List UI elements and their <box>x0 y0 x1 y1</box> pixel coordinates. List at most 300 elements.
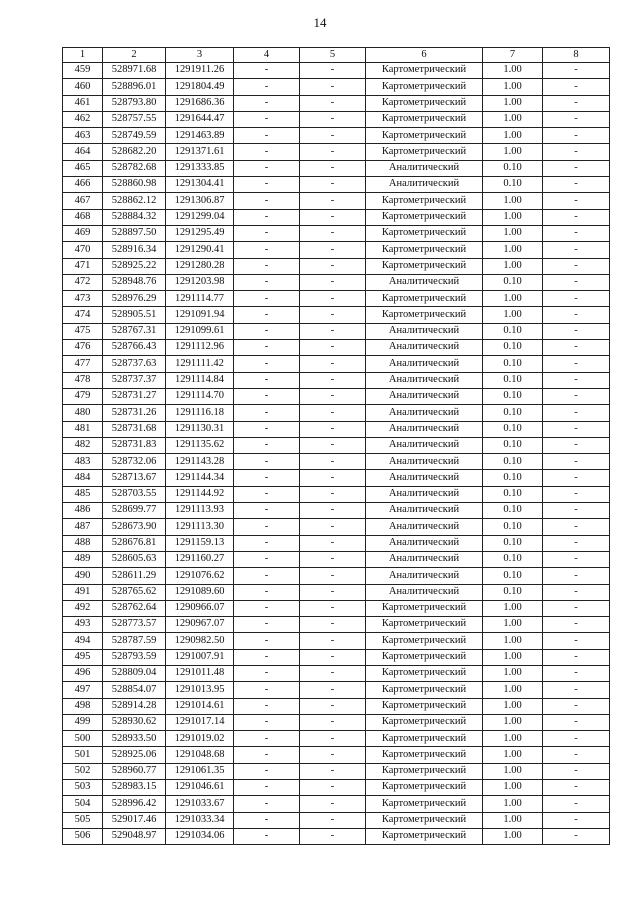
y-coordinate-cell: 1291280.28 <box>166 258 234 274</box>
x-coordinate-cell: 528699.77 <box>103 503 166 519</box>
col8-cell: - <box>543 421 610 437</box>
col8-cell: - <box>543 568 610 584</box>
col8-cell: - <box>543 274 610 290</box>
point-number-cell: 482 <box>63 437 103 453</box>
table-row <box>63 828 610 844</box>
y-coordinate-cell: 1291130.31 <box>166 421 234 437</box>
col5-cell: - <box>300 372 366 388</box>
y-coordinate-cell: 1290966.07 <box>166 600 234 616</box>
x-coordinate-cell: 528737.63 <box>103 356 166 372</box>
x-coordinate-cell: 528767.31 <box>103 323 166 339</box>
accuracy-cell: 1.00 <box>483 812 543 828</box>
accuracy-cell: 1.00 <box>483 714 543 730</box>
col5-cell: - <box>300 340 366 356</box>
accuracy-cell: 0.10 <box>483 421 543 437</box>
table-row <box>63 486 610 502</box>
x-coordinate-cell: 528971.68 <box>103 63 166 79</box>
accuracy-cell: 1.00 <box>483 682 543 698</box>
y-coordinate-cell: 1291076.62 <box>166 568 234 584</box>
method-cell: Аналитический <box>366 421 483 437</box>
col5-cell: - <box>300 242 366 258</box>
table-row <box>63 600 610 616</box>
point-number-cell: 488 <box>63 535 103 551</box>
method-cell: Аналитический <box>366 584 483 600</box>
x-coordinate-cell: 528731.26 <box>103 405 166 421</box>
col8-cell: - <box>543 698 610 714</box>
y-coordinate-cell: 1291114.77 <box>166 291 234 307</box>
col4-cell: - <box>234 372 300 388</box>
table-row <box>63 144 610 160</box>
col5-cell: - <box>300 454 366 470</box>
table-row <box>63 649 610 665</box>
col4-cell: - <box>234 665 300 681</box>
x-coordinate-cell: 528731.68 <box>103 421 166 437</box>
y-coordinate-cell: 1291091.94 <box>166 307 234 323</box>
col5-cell: - <box>300 160 366 176</box>
col5-cell: - <box>300 209 366 225</box>
point-number-cell: 477 <box>63 356 103 372</box>
col4-cell: - <box>234 535 300 551</box>
y-coordinate-cell: 1291143.28 <box>166 454 234 470</box>
point-number-cell: 461 <box>63 95 103 111</box>
point-number-cell: 499 <box>63 714 103 730</box>
col5-cell: - <box>300 258 366 274</box>
point-number-cell: 471 <box>63 258 103 274</box>
col8-cell: - <box>543 111 610 127</box>
accuracy-cell: 1.00 <box>483 95 543 111</box>
accuracy-cell: 0.10 <box>483 503 543 519</box>
col8-cell: - <box>543 144 610 160</box>
col8-cell: - <box>543 291 610 307</box>
col4-cell: - <box>234 258 300 274</box>
table-row <box>63 421 610 437</box>
col4-cell: - <box>234 649 300 665</box>
col8-cell: - <box>543 209 610 225</box>
col8-cell: - <box>543 617 610 633</box>
point-number-cell: 481 <box>63 421 103 437</box>
accuracy-cell: 0.10 <box>483 405 543 421</box>
method-cell: Картометрический <box>366 714 483 730</box>
table-row <box>63 698 610 714</box>
col5-cell: - <box>300 682 366 698</box>
col5-cell: - <box>300 698 366 714</box>
method-cell: Картометрический <box>366 617 483 633</box>
page-number: 14 <box>313 15 327 30</box>
x-coordinate-cell: 528673.90 <box>103 519 166 535</box>
x-coordinate-cell: 528896.01 <box>103 79 166 95</box>
accuracy-cell: 1.00 <box>483 225 543 241</box>
accuracy-cell: 1.00 <box>483 291 543 307</box>
method-cell: Картометрический <box>366 780 483 796</box>
table-row <box>63 63 610 79</box>
col8-cell: - <box>543 486 610 502</box>
col4-cell: - <box>234 421 300 437</box>
y-coordinate-cell: 1291046.61 <box>166 780 234 796</box>
y-coordinate-cell: 1291644.47 <box>166 111 234 127</box>
method-cell: Аналитический <box>366 503 483 519</box>
method-cell: Картометрический <box>366 763 483 779</box>
method-cell: Картометрический <box>366 63 483 79</box>
accuracy-cell: 0.10 <box>483 519 543 535</box>
y-coordinate-cell: 1291333.85 <box>166 160 234 176</box>
x-coordinate-cell: 528809.04 <box>103 665 166 681</box>
point-number-cell: 462 <box>63 111 103 127</box>
y-coordinate-cell: 1291299.04 <box>166 209 234 225</box>
table-row <box>63 274 610 290</box>
col8-cell: - <box>543 388 610 404</box>
point-number-cell: 496 <box>63 665 103 681</box>
col8-cell: - <box>543 323 610 339</box>
col8-cell: - <box>543 633 610 649</box>
x-coordinate-cell: 528713.67 <box>103 470 166 486</box>
col5-cell: - <box>300 193 366 209</box>
table-row <box>63 796 610 812</box>
method-cell: Аналитический <box>366 160 483 176</box>
method-cell: Картометрический <box>366 747 483 763</box>
accuracy-cell: 1.00 <box>483 128 543 144</box>
x-coordinate-cell: 528983.15 <box>103 780 166 796</box>
y-coordinate-cell: 1291686.36 <box>166 95 234 111</box>
col8-cell: - <box>543 470 610 486</box>
method-cell: Картометрический <box>366 242 483 258</box>
col4-cell: - <box>234 388 300 404</box>
col8-cell: - <box>543 584 610 600</box>
table-row <box>63 519 610 535</box>
method-cell: Картометрический <box>366 828 483 844</box>
x-coordinate-cell: 528731.27 <box>103 388 166 404</box>
accuracy-cell: 0.10 <box>483 356 543 372</box>
accuracy-cell: 1.00 <box>483 258 543 274</box>
method-cell: Картометрический <box>366 193 483 209</box>
col4-cell: - <box>234 470 300 486</box>
col4-cell: - <box>234 128 300 144</box>
x-coordinate-cell: 528976.29 <box>103 291 166 307</box>
accuracy-cell: 1.00 <box>483 649 543 665</box>
point-number-cell: 495 <box>63 649 103 665</box>
point-number-cell: 466 <box>63 177 103 193</box>
x-coordinate-cell: 528737.37 <box>103 372 166 388</box>
table-row <box>63 665 610 681</box>
accuracy-cell: 0.10 <box>483 274 543 290</box>
col4-cell: - <box>234 763 300 779</box>
accuracy-cell: 0.10 <box>483 454 543 470</box>
table-row <box>63 307 610 323</box>
point-number-cell: 497 <box>63 682 103 698</box>
x-coordinate-cell: 528605.63 <box>103 551 166 567</box>
table-row <box>63 111 610 127</box>
method-cell: Картометрический <box>366 649 483 665</box>
method-cell: Картометрический <box>366 731 483 747</box>
col4-cell: - <box>234 437 300 453</box>
column-header: 2 <box>103 48 166 63</box>
y-coordinate-cell: 1291135.62 <box>166 437 234 453</box>
point-number-cell: 490 <box>63 568 103 584</box>
col4-cell: - <box>234 63 300 79</box>
table-row <box>63 503 610 519</box>
y-coordinate-cell: 1291203.98 <box>166 274 234 290</box>
col5-cell: - <box>300 535 366 551</box>
col5-cell: - <box>300 144 366 160</box>
col4-cell: - <box>234 340 300 356</box>
table-row <box>63 470 610 486</box>
column-header: 1 <box>63 48 103 63</box>
col5-cell: - <box>300 649 366 665</box>
table-row <box>63 682 610 698</box>
col4-cell: - <box>234 796 300 812</box>
y-coordinate-cell: 1291114.70 <box>166 388 234 404</box>
point-number-cell: 493 <box>63 617 103 633</box>
col8-cell: - <box>543 731 610 747</box>
col4-cell: - <box>234 405 300 421</box>
x-coordinate-cell: 528925.22 <box>103 258 166 274</box>
accuracy-cell: 0.10 <box>483 177 543 193</box>
col8-cell: - <box>543 95 610 111</box>
col5-cell: - <box>300 274 366 290</box>
x-coordinate-cell: 529048.97 <box>103 828 166 844</box>
method-cell: Аналитический <box>366 177 483 193</box>
col4-cell: - <box>234 568 300 584</box>
table-row <box>63 731 610 747</box>
point-number-cell: 479 <box>63 388 103 404</box>
column-header: 8 <box>543 48 610 63</box>
col4-cell: - <box>234 274 300 290</box>
accuracy-cell: 0.10 <box>483 323 543 339</box>
point-number-cell: 485 <box>63 486 103 502</box>
point-number-cell: 505 <box>63 812 103 828</box>
point-number-cell: 464 <box>63 144 103 160</box>
col8-cell: - <box>543 747 610 763</box>
point-number-cell: 460 <box>63 79 103 95</box>
point-number-cell: 503 <box>63 780 103 796</box>
col5-cell: - <box>300 796 366 812</box>
y-coordinate-cell: 1291061.35 <box>166 763 234 779</box>
accuracy-cell: 1.00 <box>483 763 543 779</box>
accuracy-cell: 0.10 <box>483 340 543 356</box>
col8-cell: - <box>543 128 610 144</box>
method-cell: Картометрический <box>366 79 483 95</box>
col5-cell: - <box>300 519 366 535</box>
method-cell: Аналитический <box>366 323 483 339</box>
col5-cell: - <box>300 79 366 95</box>
table-row <box>63 584 610 600</box>
x-coordinate-cell: 528884.32 <box>103 209 166 225</box>
col4-cell: - <box>234 454 300 470</box>
col8-cell: - <box>543 454 610 470</box>
y-coordinate-cell: 1291089.60 <box>166 584 234 600</box>
method-cell: Аналитический <box>366 535 483 551</box>
table-row <box>63 258 610 274</box>
point-number-cell: 492 <box>63 600 103 616</box>
col8-cell: - <box>543 242 610 258</box>
col5-cell: - <box>300 177 366 193</box>
point-number-cell: 467 <box>63 193 103 209</box>
y-coordinate-cell: 1291295.49 <box>166 225 234 241</box>
col5-cell: - <box>300 486 366 502</box>
col5-cell: - <box>300 307 366 323</box>
x-coordinate-cell: 528854.07 <box>103 682 166 698</box>
point-number-cell: 474 <box>63 307 103 323</box>
y-coordinate-cell: 1291160.27 <box>166 551 234 567</box>
method-cell: Аналитический <box>366 486 483 502</box>
col4-cell: - <box>234 95 300 111</box>
table-row <box>63 763 610 779</box>
method-cell: Аналитический <box>366 388 483 404</box>
table-row <box>63 225 610 241</box>
col5-cell: - <box>300 780 366 796</box>
accuracy-cell: 1.00 <box>483 209 543 225</box>
col5-cell: - <box>300 828 366 844</box>
y-coordinate-cell: 1291048.68 <box>166 747 234 763</box>
col8-cell: - <box>543 796 610 812</box>
column-header: 4 <box>234 48 300 63</box>
column-header: 3 <box>166 48 234 63</box>
table-row <box>63 291 610 307</box>
col8-cell: - <box>543 225 610 241</box>
method-cell: Картометрический <box>366 698 483 714</box>
col4-cell: - <box>234 323 300 339</box>
x-coordinate-cell: 528762.64 <box>103 600 166 616</box>
col4-cell: - <box>234 486 300 502</box>
col5-cell: - <box>300 388 366 404</box>
point-number-cell: 459 <box>63 63 103 79</box>
table-row <box>63 812 610 828</box>
method-cell: Картометрический <box>366 111 483 127</box>
method-cell: Аналитический <box>366 519 483 535</box>
accuracy-cell: 1.00 <box>483 633 543 649</box>
col8-cell: - <box>543 682 610 698</box>
col4-cell: - <box>234 209 300 225</box>
y-coordinate-cell: 1291144.34 <box>166 470 234 486</box>
point-number-cell: 486 <box>63 503 103 519</box>
y-coordinate-cell: 1291113.30 <box>166 519 234 535</box>
x-coordinate-cell: 528682.20 <box>103 144 166 160</box>
table-row <box>63 714 610 730</box>
table-row <box>63 323 610 339</box>
table-row <box>63 388 610 404</box>
col8-cell: - <box>543 600 610 616</box>
x-coordinate-cell: 528703.55 <box>103 486 166 502</box>
col4-cell: - <box>234 682 300 698</box>
col5-cell: - <box>300 665 366 681</box>
accuracy-cell: 1.00 <box>483 665 543 681</box>
method-cell: Картометрический <box>366 291 483 307</box>
accuracy-cell: 1.00 <box>483 144 543 160</box>
x-coordinate-cell: 529017.46 <box>103 812 166 828</box>
x-coordinate-cell: 528862.12 <box>103 193 166 209</box>
col4-cell: - <box>234 780 300 796</box>
col4-cell: - <box>234 551 300 567</box>
y-coordinate-cell: 1291113.93 <box>166 503 234 519</box>
y-coordinate-cell: 1291804.49 <box>166 79 234 95</box>
y-coordinate-cell: 1291007.91 <box>166 649 234 665</box>
method-cell: Аналитический <box>366 340 483 356</box>
col5-cell: - <box>300 291 366 307</box>
x-coordinate-cell: 528905.51 <box>103 307 166 323</box>
col5-cell: - <box>300 470 366 486</box>
coordinates-table <box>62 47 610 845</box>
col5-cell: - <box>300 356 366 372</box>
x-coordinate-cell: 528731.83 <box>103 437 166 453</box>
y-coordinate-cell: 1291011.48 <box>166 665 234 681</box>
table-row <box>63 160 610 176</box>
table-row <box>63 177 610 193</box>
col4-cell: - <box>234 698 300 714</box>
table-row <box>63 633 610 649</box>
table-body <box>63 63 610 845</box>
col4-cell: - <box>234 828 300 844</box>
point-number-cell: 487 <box>63 519 103 535</box>
table-row <box>63 780 610 796</box>
table-row <box>63 128 610 144</box>
method-cell: Аналитический <box>366 470 483 486</box>
col8-cell: - <box>543 177 610 193</box>
point-number-cell: 484 <box>63 470 103 486</box>
y-coordinate-cell: 1291034.06 <box>166 828 234 844</box>
col8-cell: - <box>543 372 610 388</box>
point-number-cell: 478 <box>63 372 103 388</box>
column-header: 7 <box>483 48 543 63</box>
col8-cell: - <box>543 258 610 274</box>
point-number-cell: 465 <box>63 160 103 176</box>
point-number-cell: 491 <box>63 584 103 600</box>
table-row <box>63 454 610 470</box>
method-cell: Картометрический <box>366 95 483 111</box>
accuracy-cell: 0.10 <box>483 372 543 388</box>
col8-cell: - <box>543 763 610 779</box>
col5-cell: - <box>300 731 366 747</box>
point-number-cell: 475 <box>63 323 103 339</box>
col8-cell: - <box>543 437 610 453</box>
col4-cell: - <box>234 177 300 193</box>
table-row <box>63 405 610 421</box>
x-coordinate-cell: 528787.59 <box>103 633 166 649</box>
x-coordinate-cell: 528757.55 <box>103 111 166 127</box>
col5-cell: - <box>300 63 366 79</box>
accuracy-cell: 1.00 <box>483 79 543 95</box>
col4-cell: - <box>234 731 300 747</box>
accuracy-cell: 0.10 <box>483 584 543 600</box>
x-coordinate-cell: 528948.76 <box>103 274 166 290</box>
col4-cell: - <box>234 111 300 127</box>
y-coordinate-cell: 1291463.89 <box>166 128 234 144</box>
table-row <box>63 242 610 258</box>
point-number-cell: 494 <box>63 633 103 649</box>
col4-cell: - <box>234 584 300 600</box>
method-cell: Картометрический <box>366 144 483 160</box>
col4-cell: - <box>234 600 300 616</box>
table-row <box>63 535 610 551</box>
x-coordinate-cell: 528765.62 <box>103 584 166 600</box>
x-coordinate-cell: 528960.77 <box>103 763 166 779</box>
table-row <box>63 437 610 453</box>
x-coordinate-cell: 528897.50 <box>103 225 166 241</box>
accuracy-cell: 1.00 <box>483 780 543 796</box>
table-row <box>63 193 610 209</box>
table-row <box>63 747 610 763</box>
col4-cell: - <box>234 144 300 160</box>
col5-cell: - <box>300 225 366 241</box>
accuracy-cell: 0.10 <box>483 535 543 551</box>
accuracy-cell: 0.10 <box>483 486 543 502</box>
col4-cell: - <box>234 307 300 323</box>
table-row <box>63 568 610 584</box>
accuracy-cell: 1.00 <box>483 600 543 616</box>
point-number-cell: 472 <box>63 274 103 290</box>
col8-cell: - <box>543 812 610 828</box>
col5-cell: - <box>300 763 366 779</box>
y-coordinate-cell: 1291112.96 <box>166 340 234 356</box>
col5-cell: - <box>300 812 366 828</box>
